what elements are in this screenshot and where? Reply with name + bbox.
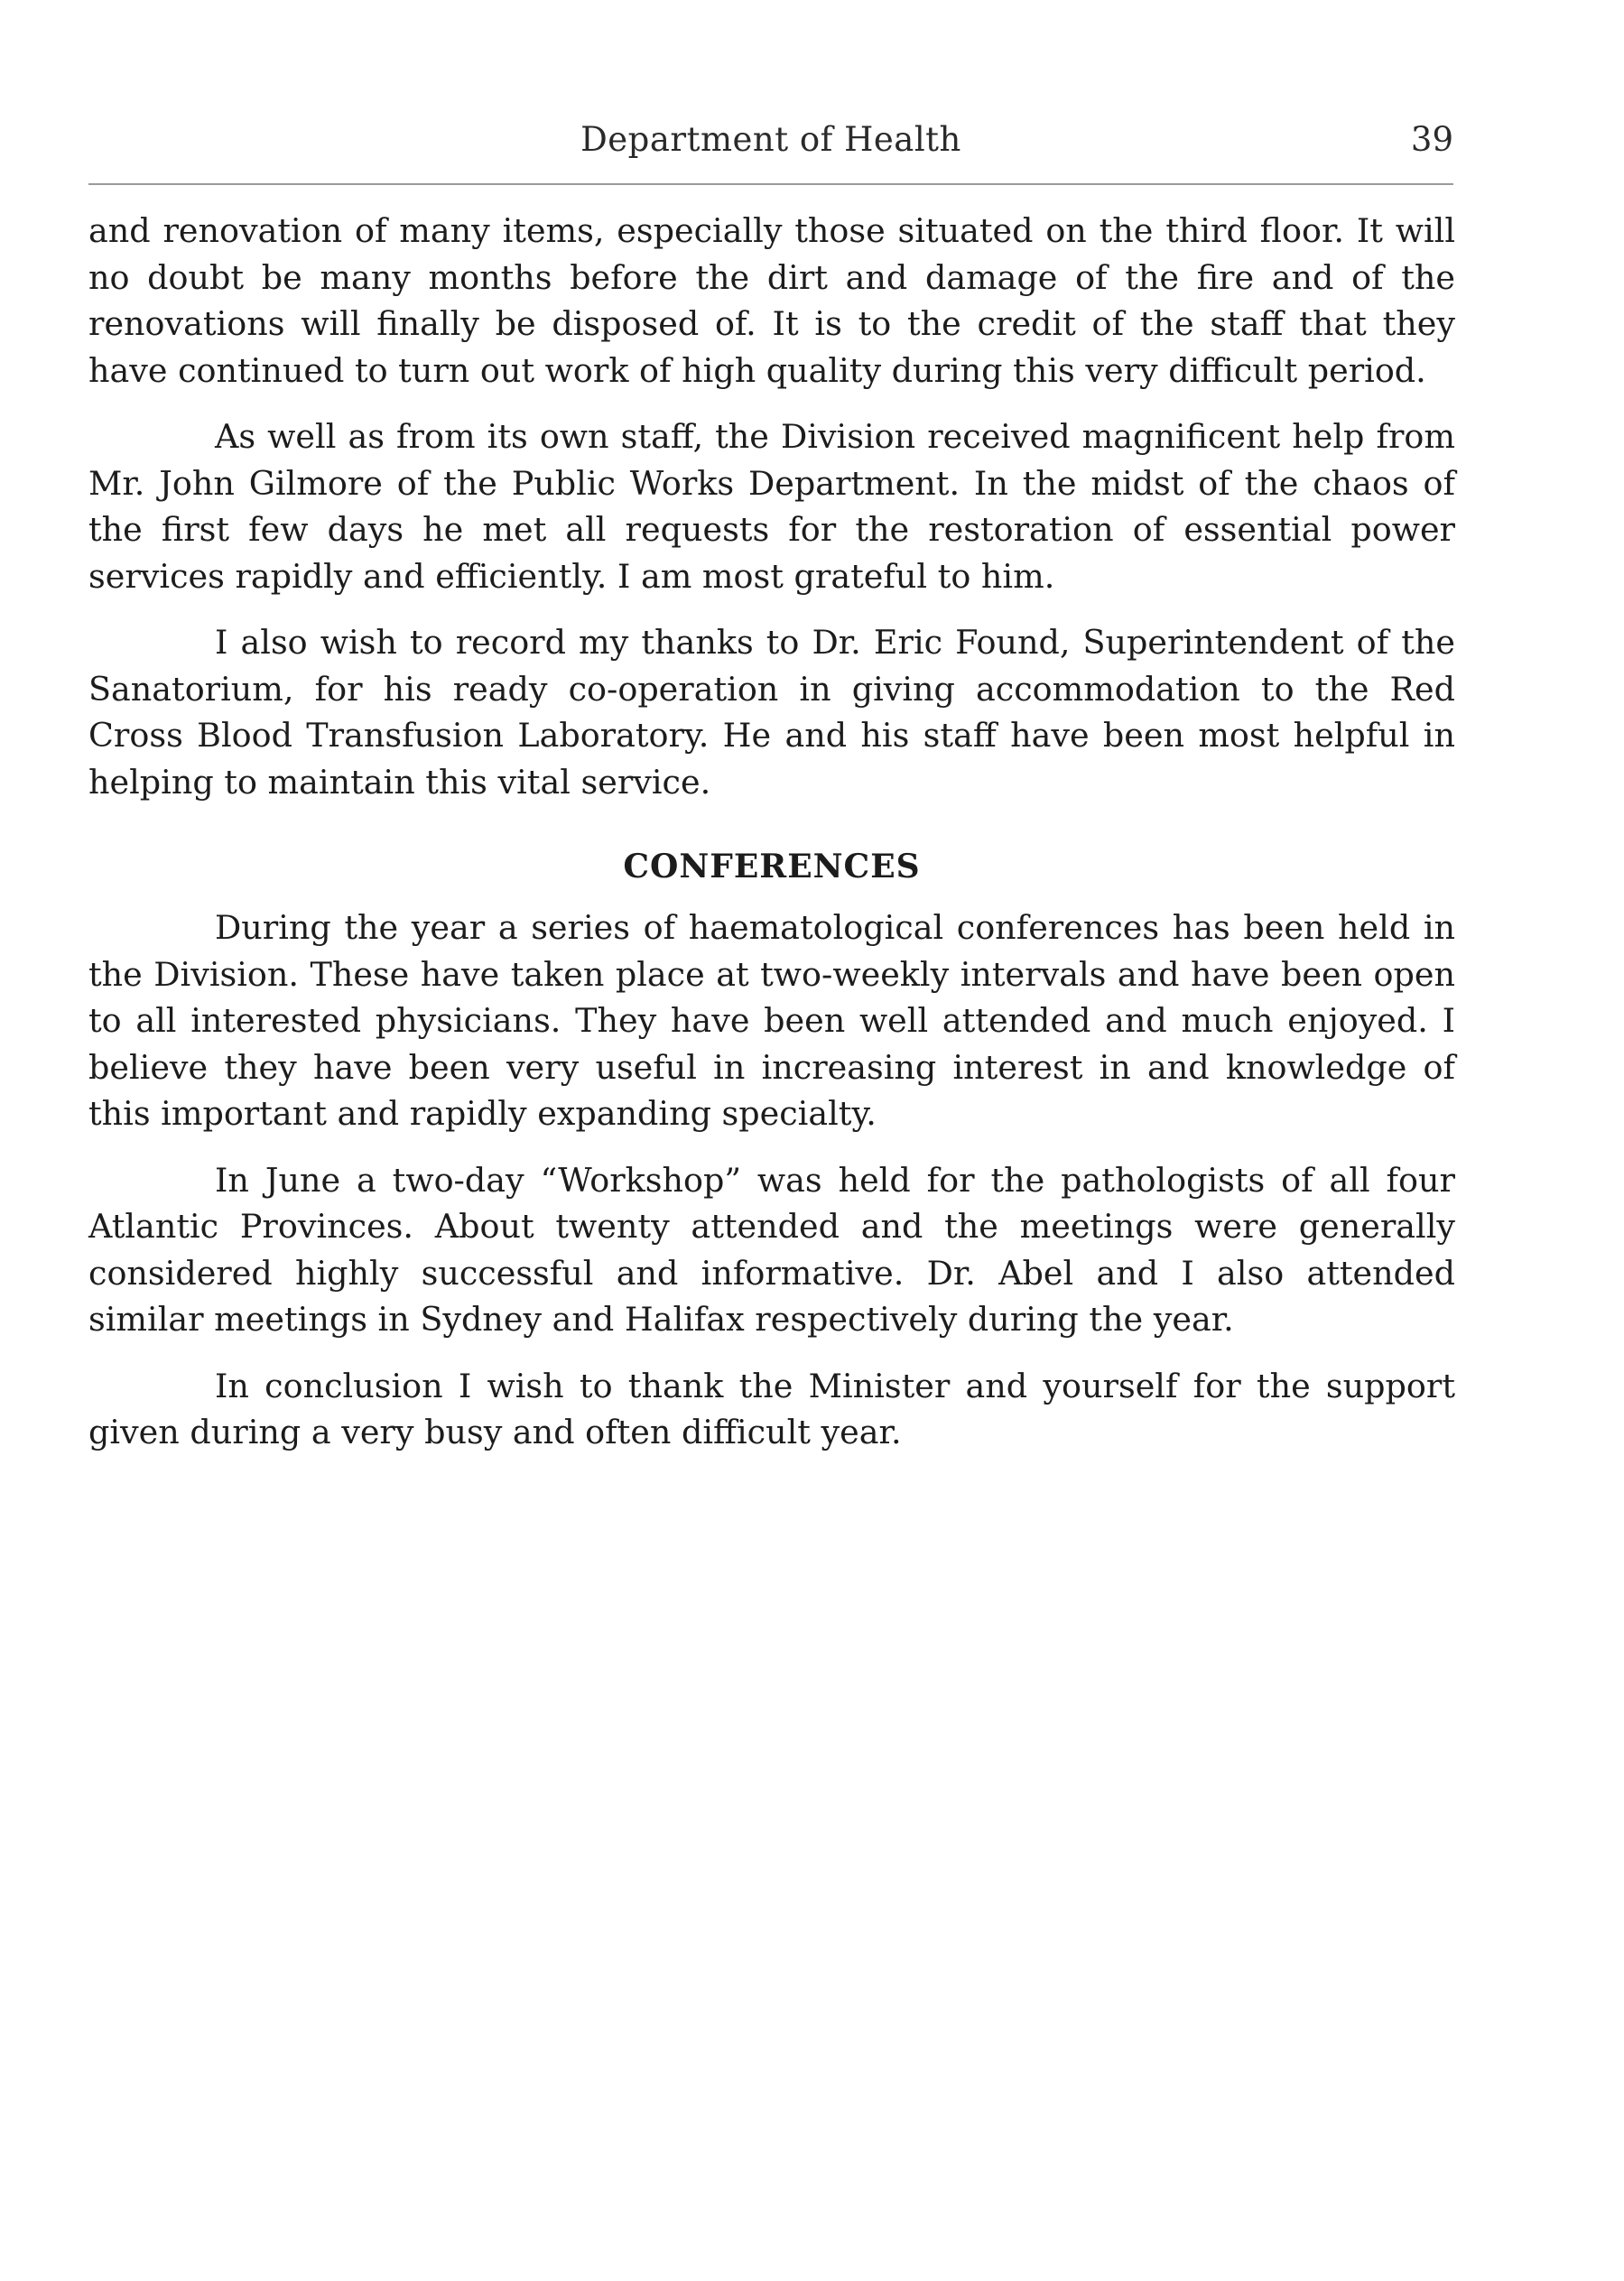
paragraph-conferences: During the year a series of haematological conferences has been held in the Division. These have taken place at two-weekly intervals and have been open to all interested physicians. They have been well attended and much enjoyed. I believe they have been very useful in increasing interest in and knowledge of this important and rapidly expanding specialty. — [88, 908, 1455, 1133]
section-heading-conferences: CONFERENCES — [623, 848, 921, 886]
paragraph-public-works: As well as from its own staff, the Division received magnificent help from Mr. John Gilmore of the Public Works Department. In the midst of the chaos of the first few days he met all requests for the restoration of essential power services rapidly and efficiently. I am most grateful to him. — [88, 417, 1455, 596]
paragraph-continued: and renovation of many items, especially those situated on the third floor. It will no doubt be many months before the dirt and damage of the fire and of the renovations will finally be disposed of. It is to the credit of the staff that they have continued to turn out work of high quality during this very difficult period. — [88, 211, 1455, 390]
header-rule — [88, 183, 1453, 185]
running-header — [88, 120, 1453, 171]
paragraph-sanatorium: I also wish to record my thanks to Dr. Eric Found, Superintendent of the Sanatorium, for his ready co-operation in giving accommodation to the Red Cross Blood Transfusion Laboratory. He and his staff have been most helpful in helping to maintain this vital service. — [88, 623, 1455, 802]
paragraph-conclusion: In conclusion I wish to thank the Minister and yourself for the support given during a very busy and often difficult year. — [88, 1366, 1455, 1451]
body-text — [88, 208, 1455, 1476]
running-title: Department of Health — [580, 120, 961, 159]
paragraph-workshop: In June a two-day “Workshop” was held for the pathologists of all four Atlantic Provinces. About twenty attended and the meetings were generally considered highly successful and informative. Dr. Abel and I also attended similar meetings in Sydney and Halifax respectively during the year. — [88, 1160, 1455, 1339]
page-number: 39 — [1410, 120, 1453, 159]
